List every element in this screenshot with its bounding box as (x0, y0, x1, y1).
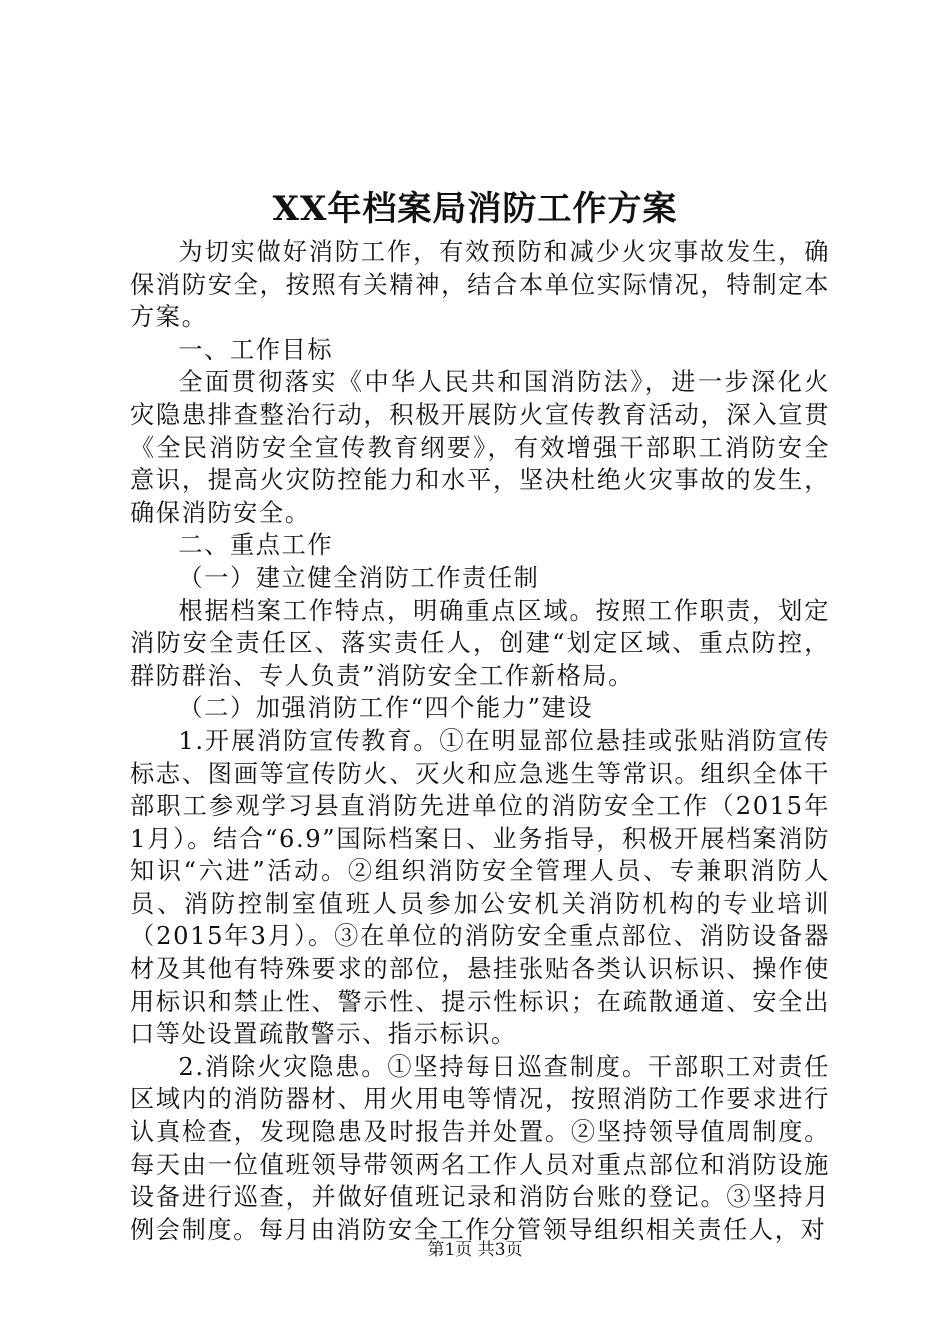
subsection-heading-four-abilities: （二）加强消防工作“四个能力”建设 (178, 694, 594, 723)
document-title: XX年档案局消防工作方案 (272, 189, 678, 229)
goals-paragraph: 全面贯彻落实《中华人民共和国消防法》，进一步深化火灾隐患排查整治行动，积极开展防火宣传教育活动，深入宣贯《全民消防安全宣传教育纲要》，有效增强干部职工消防安全意识，提高火灾防控能力和水平，坚决杜绝火灾事故的发生，确保消防安全。 (130, 368, 830, 527)
document-body (130, 236, 830, 1246)
section-heading-goals: 一、工作目标 (178, 335, 334, 364)
section-heading-key-work: 二、重点工作 (178, 531, 334, 560)
page-number: 第1页 共3页 (427, 1240, 523, 1260)
hazard-paragraph: 2.消除火灾隐患。①坚持每日巡查制度。干部职工对责任区域内的消防器材、用火用电等情况，按照消防工作要求进行认真检查，发现隐患及时报告并处置。②坚持领导值周制度。每天由一位值班领导带领两名工作人员对重点部位和消防设施设备进行巡查，并做好值班记录和消防台账的登记。③坚持月例会制度。每月由消防安全工作分管领导组织相关责任人，对 (130, 1052, 830, 1244)
intro-paragraph: 为切实做好消防工作，有效预防和减少火灾事故发生，确保消防安全，按照有关精神，结合本单位实际情况，特制定本方案。 (130, 238, 830, 332)
subsection-heading-responsibility: （一）建立健全消防工作责任制 (178, 563, 540, 592)
education-paragraph: 1.开展消防宣传教育。①在明显部位悬挂或张贴消防宣传标志、图画等宣传防火、灭火和应急逃生等常识。组织全体干部职工参观学习县直消防先进单位的消防安全工作（2015年1月）。结合“6.9”国际档案日、业务指导，积极开展档案消防知识“六进”活动。②组织消防安全管理人员、专兼职消防人员、消防控制室值班人员参加公安机关消防机构的专业培训（2015年3月）。③在单位的消防安全重点部位、消防设备器材及其他有特殊要求的部位，悬挂张贴各类认识标识、操作使用标识和禁止性、警示性、提示性标识；在疏散通道、安全出口等处设置疏散警示、指示标识。 (130, 726, 830, 1049)
responsibility-paragraph: 根据档案工作特点，明确重点区域。按照工作职责，划定消防安全责任区、落实责任人，创建“划定区域、重点防控，群防群治、专人负责”消防安全工作新格局。 (130, 596, 830, 690)
